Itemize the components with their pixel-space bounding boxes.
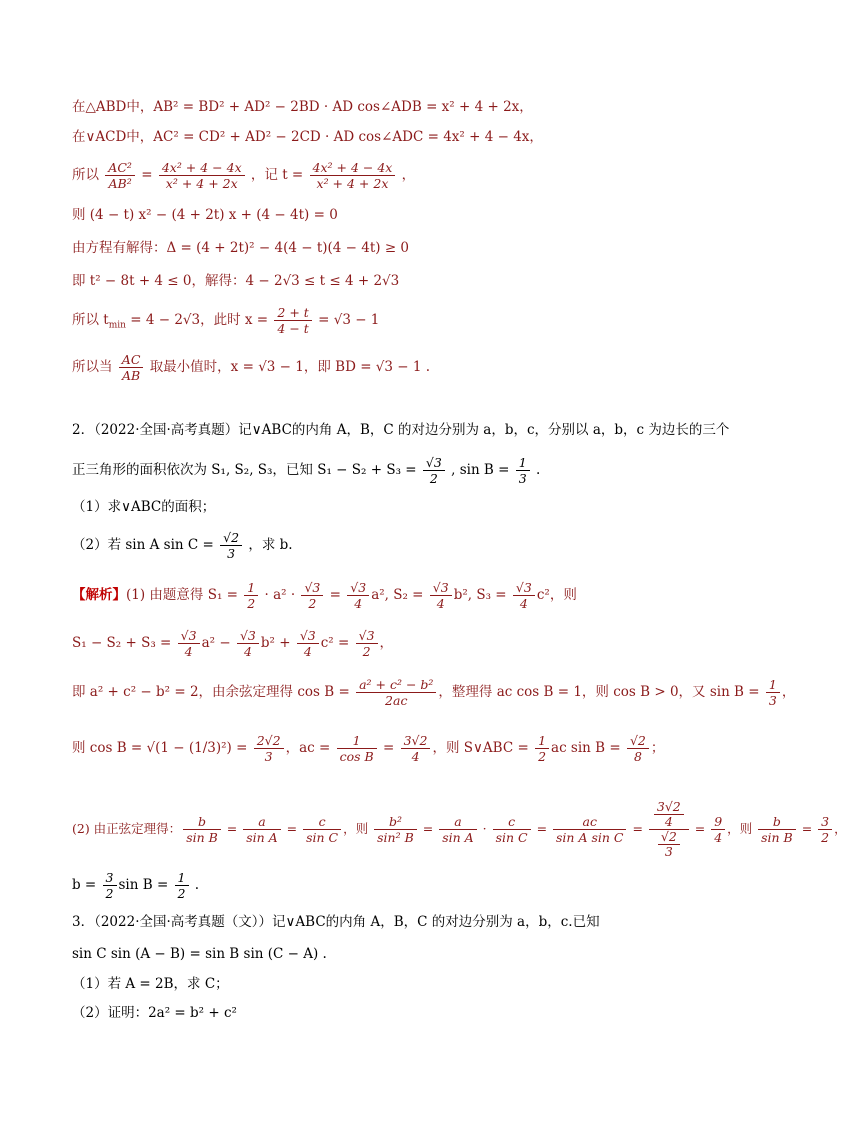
fraction — [303, 814, 341, 845]
numerator: 1 — [175, 870, 189, 886]
text: 则 cos B = √(1 − (1/3)²) = — [72, 740, 252, 756]
denominator: 4 — [243, 644, 252, 659]
denominator: sin B — [186, 830, 218, 845]
denominator: 3 — [264, 749, 273, 764]
fraction — [183, 814, 221, 845]
fraction — [439, 814, 476, 845]
fraction — [758, 814, 796, 845]
fraction — [423, 455, 445, 486]
fraction — [516, 455, 530, 486]
solution-line-3 — [72, 160, 744, 191]
text: 正三角形的面积依次为 S₁, S₂, S₃，已知 S₁ − S₂ + S₃ = — [72, 462, 421, 478]
problem3-line-2: sin C sin (A − B) = sin B sin (C − A) . — [72, 946, 327, 962]
text: b², S₃ = — [453, 587, 511, 603]
denominator: 4 — [436, 596, 445, 611]
solution-line-6: 即 t² − 8t + 4 ≤ 0，解得：4 − 2√3 ≤ t ≤ 4 + 2√3 — [72, 273, 400, 289]
subscript: min — [108, 320, 126, 331]
numerator: √3 — [237, 628, 259, 644]
numerator: 9 — [711, 814, 725, 830]
numerator: √3 — [430, 580, 452, 596]
numerator: c — [303, 814, 341, 830]
fraction — [254, 733, 284, 764]
numerator: 3√2 — [654, 800, 684, 815]
denominator: 4 — [184, 644, 193, 659]
numerator: √2 — [220, 530, 242, 546]
numerator: AC — [119, 352, 144, 368]
fraction — [356, 677, 436, 708]
denominator: sin A sin C — [556, 830, 624, 845]
numerator: AC² — [105, 160, 135, 176]
numerator: b — [758, 814, 796, 830]
fraction-x — [274, 305, 311, 336]
text: = 4 − 2√3，此时 x = — [125, 312, 273, 328]
text: ，ac = — [285, 740, 335, 756]
text: b = — [72, 877, 101, 893]
denominator: 4 — [519, 596, 528, 611]
text: c² = — [320, 635, 354, 651]
numerator: ac — [553, 814, 626, 830]
numerator: 2√2 — [254, 733, 284, 749]
text: ，整理得 ac cos B = 1，则 cos B > 0，又 sin B = — [438, 684, 764, 700]
text: = — [532, 821, 552, 836]
numerator: √3 — [178, 628, 200, 644]
numerator: 1 — [535, 733, 549, 749]
numerator: 1 — [766, 677, 780, 693]
fraction-ac-ab-sq — [105, 160, 135, 191]
denominator: 4 − t — [277, 321, 309, 336]
fraction — [513, 580, 535, 611]
denominator: 2 — [247, 596, 256, 611]
fraction-ac-ab — [119, 352, 144, 383]
text: a², S₂ = — [371, 587, 428, 603]
text: . — [536, 462, 541, 478]
fraction — [430, 580, 452, 611]
fraction — [766, 677, 780, 708]
text: ，求 b. — [248, 537, 293, 553]
text: = — [378, 740, 399, 756]
text: ， — [401, 167, 416, 183]
solution2-line-5 — [72, 799, 847, 859]
denominator: 2 — [362, 644, 371, 659]
fraction — [356, 628, 378, 659]
denominator: 2 — [105, 886, 114, 901]
text: · a² · — [260, 587, 300, 603]
numerator: b — [183, 814, 221, 830]
denominator: 2 — [821, 830, 830, 845]
problem2-line-2 — [72, 455, 744, 486]
text: sin B = — [118, 877, 173, 893]
denominator: AB — [121, 368, 141, 383]
text: 即 a² + c² − b² = 2，由余弦定理得 cos B = — [72, 684, 355, 700]
numerator: √3 — [356, 628, 378, 644]
numerator: 4x² + 4 − 4x — [159, 160, 245, 176]
denominator: 4 — [411, 749, 420, 764]
numerator: 3√2 — [401, 733, 431, 749]
text: . — [190, 877, 200, 893]
numerator: b² — [374, 814, 417, 830]
text: S₁ − S₂ + S₃ = — [72, 635, 176, 651]
denominator: 4 — [664, 814, 673, 829]
fraction — [654, 800, 684, 829]
solution2-line-1 — [72, 580, 744, 611]
text: = — [690, 821, 710, 836]
text: = — [141, 167, 157, 183]
denominator: 2 — [538, 749, 547, 764]
numerator: 3 — [818, 814, 832, 830]
solution2-line-4 — [72, 733, 744, 764]
text: a² − — [201, 635, 235, 651]
numerator: c — [493, 814, 531, 830]
text: ，记 t = — [250, 167, 308, 183]
fraction — [711, 814, 725, 845]
text: 所以 — [72, 167, 99, 183]
text: = — [222, 821, 242, 836]
numerator: √2 — [627, 733, 649, 749]
fraction — [237, 628, 259, 659]
denominator: sin C — [495, 830, 528, 845]
fraction — [103, 870, 117, 901]
fraction — [535, 733, 549, 764]
fraction — [244, 580, 258, 611]
denominator: sin C — [306, 830, 339, 845]
text: ， — [379, 635, 394, 651]
text: ； — [650, 740, 665, 756]
numerator: √2 — [658, 830, 680, 845]
denominator: sin A — [442, 830, 474, 845]
numerator: 2 + t — [274, 305, 311, 321]
text: = — [797, 821, 817, 836]
denominator: 2 — [308, 596, 317, 611]
numerator: √3 — [297, 628, 319, 644]
problem3-line-1: 3．（2022·全国·高考真题（文））记∨ABC的内角 A，B，C 的对边分别为 a，b，c.已知 — [72, 914, 600, 930]
text: ac sin B = — [551, 740, 625, 756]
numerator — [649, 800, 689, 830]
numerator: a — [243, 814, 280, 830]
denominator: x² + 4 + 2x — [165, 176, 238, 191]
denominator: cos B — [339, 749, 374, 764]
fraction — [175, 870, 189, 901]
fraction — [178, 628, 200, 659]
numerator: a² + c² − b² — [356, 677, 436, 693]
text: , sin B = — [451, 462, 514, 478]
fraction — [301, 580, 323, 611]
problem3-question-2: （2）证明：2a² = b² + c² — [72, 1005, 237, 1021]
numerator: √3 — [301, 580, 323, 596]
fraction — [627, 733, 649, 764]
fraction — [243, 814, 280, 845]
denominator: sin² B — [377, 830, 414, 845]
solution-line-7 — [72, 305, 744, 336]
fraction — [401, 733, 431, 764]
denominator: 2 — [177, 886, 186, 901]
denominator: 8 — [633, 749, 642, 764]
fraction-t — [310, 160, 396, 191]
solution2-line-2 — [72, 628, 744, 659]
text: (1) 由题意得 S₁ = — [126, 587, 243, 603]
text: = — [282, 821, 302, 836]
fraction — [658, 830, 680, 859]
text: = — [325, 587, 346, 603]
numerator: 1 — [516, 455, 530, 471]
solution-line-1: 在△ABD中，AB² = BD² + AD² − 2BD · AD cos∠ADB = x² + 4 + 2x， — [72, 99, 533, 115]
solution-line-8 — [72, 352, 744, 383]
numerator: 3 — [103, 870, 117, 886]
denominator: 3 — [518, 471, 527, 486]
numerator: √3 — [513, 580, 535, 596]
numerator: 1 — [244, 580, 258, 596]
fraction-ratio — [159, 160, 245, 191]
denominator: x² + 4 + 2x — [316, 176, 389, 191]
text: 所以 t — [72, 312, 109, 328]
text: b² + — [260, 635, 295, 651]
problem2-question-1: （1）求∨ABC的面积； — [72, 499, 216, 515]
numerator: 4x² + 4 − 4x — [310, 160, 396, 176]
solution2-line-6 — [72, 870, 744, 901]
fraction — [818, 814, 832, 845]
text: ，则 — [727, 821, 757, 836]
problem3-question-1: （1）若 A = 2B，求 C； — [72, 976, 229, 992]
text: (2) 由正弦定理得： — [72, 821, 182, 836]
denominator: 4 — [714, 830, 723, 845]
analysis-tag: 【解析】 — [72, 587, 126, 603]
numerator: a — [439, 814, 476, 830]
nested-fraction — [649, 800, 689, 859]
fraction — [297, 628, 319, 659]
numerator: √3 — [423, 455, 445, 471]
text: = — [418, 821, 438, 836]
solution-line-4: 则 (4 − t) x² − (4 + 2t) x + (4 − 4t) = 0 — [72, 207, 338, 223]
problem2-question-2 — [72, 530, 744, 561]
solution-line-5: 由方程有解得：Δ = (4 + 2t)² − 4(4 − t)(4 − 4t) ≥ 0 — [72, 240, 410, 256]
fraction — [347, 580, 369, 611]
denominator: 2 — [429, 471, 438, 486]
fraction — [374, 814, 417, 845]
text: 所以当 — [72, 359, 113, 375]
solution-line-2: 在∨ACD中，AC² = CD² + AD² − 2CD · AD cos∠ADC = 4x² + 4 − 4x， — [72, 129, 543, 145]
denominator: 3 — [768, 693, 777, 708]
text: ，则 S∨ABC = — [432, 740, 534, 756]
fraction — [337, 733, 377, 764]
text: 取最小值时，x = √3 − 1，即 BD = √3 − 1 . — [149, 359, 431, 375]
denominator: 2ac — [385, 693, 408, 708]
text: = √3 − 1 — [318, 312, 380, 328]
text: = — [628, 821, 647, 836]
denominator: 4 — [354, 596, 363, 611]
numerator: 1 — [337, 733, 377, 749]
fraction — [220, 530, 242, 561]
text: （2）若 sin A sin C = — [72, 537, 219, 553]
denominator: 3 — [664, 844, 673, 859]
denominator: 4 — [303, 644, 312, 659]
denominator — [649, 830, 689, 859]
denominator: sin B — [761, 830, 793, 845]
text: ，则 — [343, 821, 373, 836]
denominator: 3 — [227, 546, 236, 561]
text: ， — [781, 684, 796, 700]
fraction — [553, 814, 626, 845]
solution2-line-3 — [72, 677, 796, 708]
denominator: AB² — [108, 176, 132, 191]
text: ， — [834, 821, 847, 836]
text: · — [478, 821, 491, 836]
denominator: sin A — [246, 830, 278, 845]
text: c²，则 — [536, 587, 577, 603]
numerator: √3 — [347, 580, 369, 596]
fraction — [493, 814, 531, 845]
problem2-line-1: 2．（2022·全国·高考真题）记∨ABC的内角 A，B，C 的对边分别为 a，b，c，分别以 a，b，c 为边长的三个 — [72, 422, 730, 438]
